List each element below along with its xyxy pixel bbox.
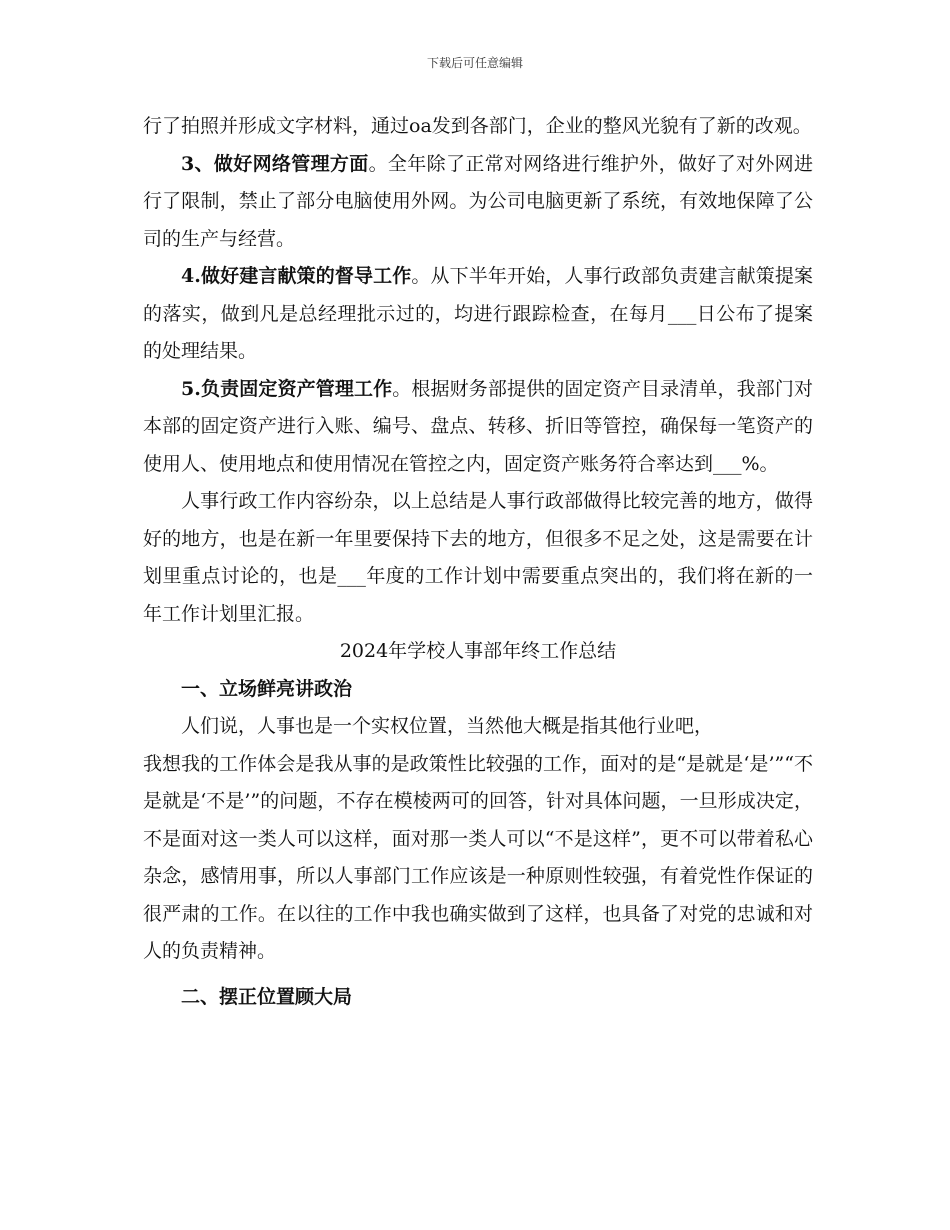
paragraph-network-management	[143, 146, 813, 259]
paragraph-work-experience: 我想我的工作体会是我从事的是政策性比较强的工作，面对的是“是就是‘是’”“不是就是‘不是’”的问题，不存在模棱两可的回答，针对具体问题，一旦形成决定，不是面对这一类人可以这样，面对那一类人可以“不是这样”，更不可以带着私心杂念，感情用事，所以人事部门工作应该是一种原则性较强，有着党性作保证的很严肃的工作。在以往的工作中我也确实做到了这样，也具备了对党的忠诚和对人的负责精神。	[143, 752, 813, 962]
paragraph-text: 。全年除了正常对网络进行维护外，做好了对外网进行了限制，禁止了部分电脑使用外网。为公司电脑更新了系统，有效地保障了公司的生产与经营。	[143, 152, 813, 250]
paragraph-text: 。从下半年开始，人事行政部负责建言献策提案的落实，做到凡是总经理批示过的，均进行跟踪检查，在每月___日公布了提案的处理结果。	[143, 265, 813, 362]
paragraph-heading: 5.负责固定资产管理工作	[181, 377, 393, 400]
paragraph-continuation: 行了拍照并形成文字材料，通过oa发到各部门，企业的整风光貌有了新的改观。	[143, 115, 812, 137]
paragraph-heading: 3、做好网络管理方面	[181, 152, 369, 175]
document-title: 2024年学校人事部年终工作总结	[339, 640, 617, 662]
document-body	[143, 108, 813, 1016]
page-header: 下载后可任意编辑	[426, 56, 523, 70]
paragraph-text: 。根据财务部提供的固定资产目录清单，我部门对本部的固定资产进行入账、编号、盘点、转移、折旧等管控，确保每一笔资产的使用人、使用地点和使用情况在管控之内，固定资产账务符合率达到___%。	[143, 377, 813, 475]
section-heading-1: 一、立场鲜亮讲政治	[181, 677, 353, 700]
paragraph-summary: 人事行政工作内容纷杂，以上总结是人事行政部做得比较完善的地方，做得好的地方，也是在新一年里要保持下去的地方，但很多不足之处，这是需要在计划里重点讨论的，也是___年度的工作计划中需要重点突出的，我们将在新的一年工作计划里汇报。	[143, 490, 813, 625]
section-heading-2: 二、摆正位置顾大局	[181, 985, 353, 1008]
spacer	[143, 971, 813, 979]
paragraph-heading: 4.做好建言献策的督导工作	[181, 265, 412, 287]
paragraph-suggestions-supervision	[143, 258, 813, 371]
paragraph-fixed-assets	[143, 371, 813, 484]
paragraph-intro: 人们说，人事也是一个实权位置，当然他大概是指其他行业吧，	[181, 715, 714, 737]
